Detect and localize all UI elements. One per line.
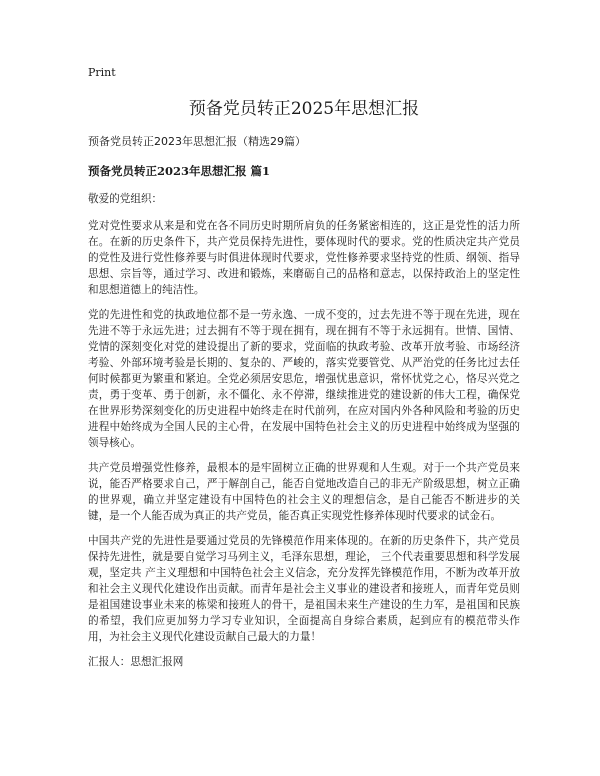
paragraph-1: 党对党性要求从来是和党在各不同历史时期所肩负的任务紧密相连的，这正是党性的活力所在。在新的历史条件下，共产党员保持先进性，要体现时代的要求。党的性质决定共产党员的党性及进行党性修养要与时俱进体现时代要求，党性修养要求坚持党的性质、纲领、指导思想、宗旨等，通过学习、改进和锻炼，来磨砺自己的品格和意志，以保持政治上的坚定性和思想道德上的纯洁性。 xyxy=(88,220,520,296)
signature: 汇报人：思想汇报网 xyxy=(88,656,184,668)
document-title: 预备党员转正2025年思想汇报 xyxy=(188,99,420,119)
greeting: 敬爱的党组织： xyxy=(88,193,163,205)
paragraph-4: 中国共产党的先进性是要通过党员的先锋模范作用来体现的。在新的历史条件下，共产党员保持先进性，就是要自觉学习马列主义，毛泽东思想，理论， 三个代表重要思想和科学发展观，坚定共 产主义理想和中国特色社会主义信念，充分发挥先锋模范作用，不断为改革开放和社会主义现代化建设作出贡献。而青年是社会主义事业的建设者和接班人，而青年党员则是祖国建设事业未来的栋梁和接班人的骨干，是祖国未来生产建设的生力军，是祖国和民族的希望，我们应更加努力学习专业知识，全面提高自身综合素质，起到应有的模范带头作用，为社会主义现代化建设贡献自己最大的力量！ xyxy=(88,535,520,643)
section-title: 预备党员转正2023年思想汇报 篇1 xyxy=(88,164,271,178)
document-page xyxy=(88,66,520,679)
paragraph-3: 共产党员增强党性修养，最根本的是牢固树立正确的世界观和人生观。对于一个共产党员来说，能否严格要求自己，严于解剖自己，能否自觉地改造自己的非无产阶级思想，树立正确的世界观，确立并坚定建设有中国特色的社会主义的理想信念，是自己能否不断进步的关键，是一个人能否成为真正的共产党员，能否真正实现党性修养体现时代要求的试金石。 xyxy=(88,462,520,522)
print-link[interactable]: Print xyxy=(88,66,116,79)
paragraph-2: 党的先进性和党的执政地位都不是一劳永逸、一成不变的，过去先进不等于现在先进，现在先进不等于永远先进；过去拥有不等于现在拥有，现在拥有不等于永远拥有。世情、国情、党情的深刻变化对党的建设提出了新的要求，党面临的执政考验、改革开放考验、市场经济考验、外部环境考验是长期的、复杂的、严峻的，落实党要管党、从严治党的任务比过去任何时候都更为繁重和紧迫。全党必须居安思危，增强忧患意识，常怀忧党之心，恪尽兴党之责，勇于变革、勇于创新，永不僵化、永不停滞，继续推进党的建设新的伟大工程，确保党在世界形势深刻变化的历史进程中始终走在时代前列，在应对国内外各种风险和考验的历史进程中始终成为全国人民的主心骨，在发展中国特色社会主义的历史进程中始终成为坚强的领导核心。 xyxy=(88,309,520,449)
document-subtitle: 预备党员转正2023年思想汇报（精选29篇） xyxy=(88,135,306,148)
